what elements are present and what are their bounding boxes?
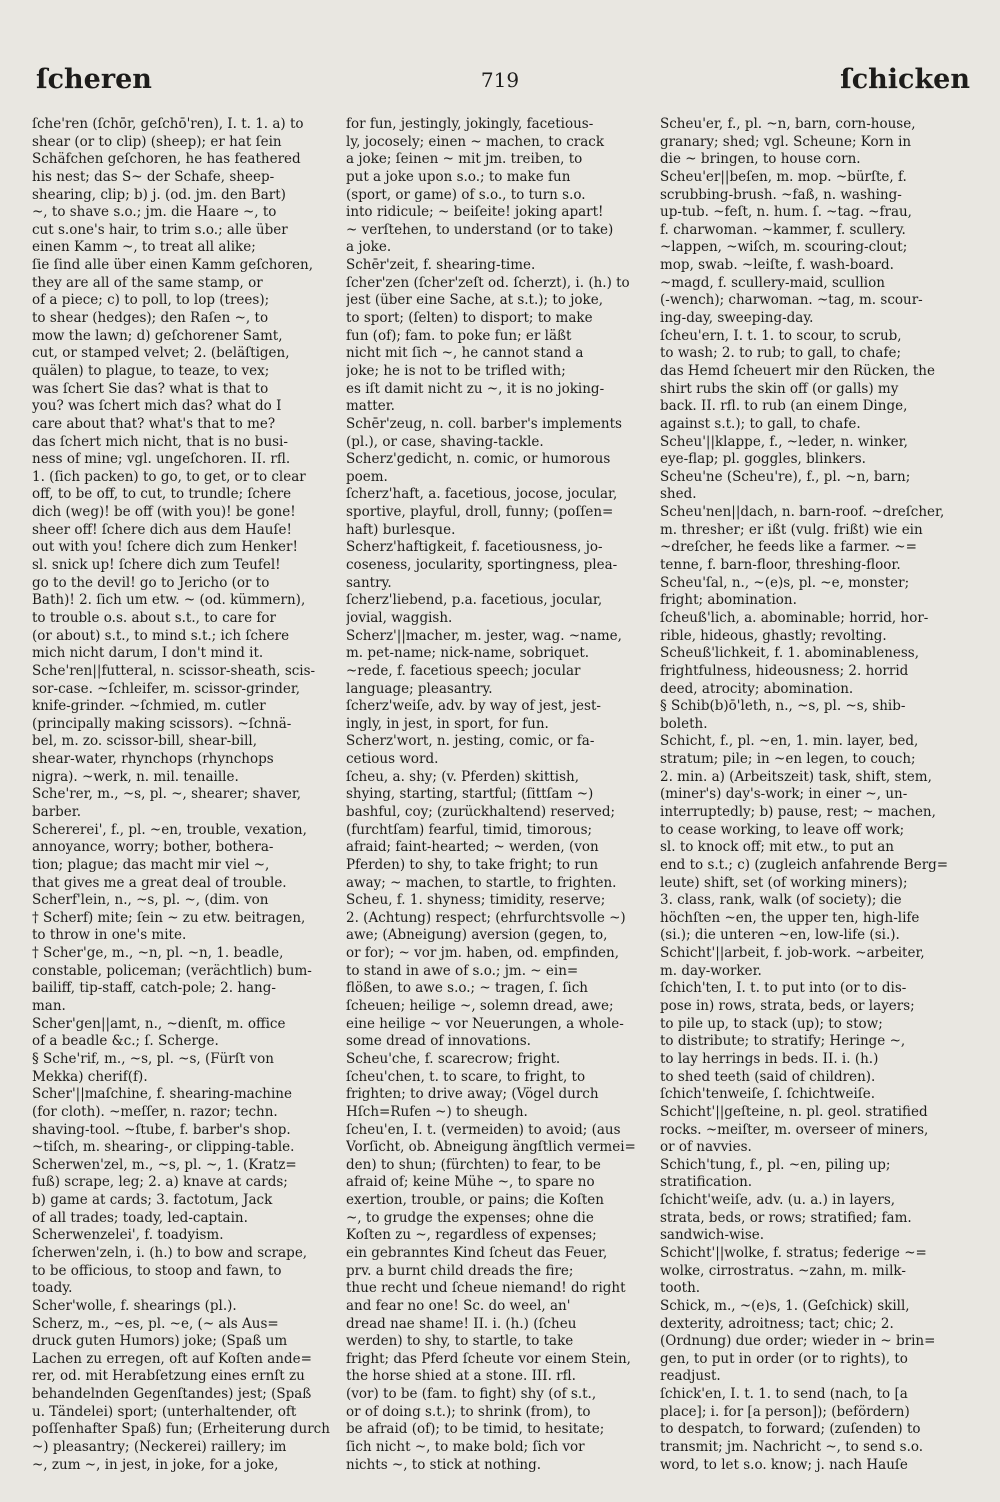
column-1-line: poſſenhafter Spaß) fun; (Erheiterung durch [32,1421,330,1438]
column-1-line: to be officious, to stoop and fawn, to [32,1262,282,1279]
column-3-line: to cease working, to leave off work; [660,821,905,838]
column-3-line: dexterity, adroitness; tact; chic; 2. [660,1315,894,1332]
column-2-line: eine heilige ~ vor Neuerungen, a whole- [346,1015,624,1032]
column-1-line: sor-case. ~ſchleifer, m. scissor-grinder, [32,680,301,697]
column-3-line: up-tub. ~feſt, n. hum. ſ. ~tag. ~frau, [660,204,912,221]
column-3-line: Schick, m., ~(e)s, 1. (Geſchick) skill, [660,1297,910,1314]
column-2-line: (pl.), or case, shaving-tackle. [346,433,544,450]
column-3-line: ſcheuß'lich, a. abominable; horrid, hor- [660,609,929,626]
column-2-line: thue recht und ſcheue niemand! do right [346,1280,626,1297]
column-3-line: tooth. [660,1280,701,1297]
column-1-line: man. [32,998,66,1015]
column-2-line: 2. (Achtung) respect; (ehrfurchtsvolle ~) [346,909,626,926]
column-3-line: die ~ bringen, to house corn. [660,151,861,168]
column-1-line: rer, od. mit Herabſetzung eines ernſt zu [32,1368,305,1385]
column-1-line: 1. (ſich packen) to go, to get, or to clear [32,468,306,485]
column-1-line: mow the lawn; d) geſchorener Samt, [32,327,283,344]
column-1-line: ſcherwen'zeln, i. (h.) to bow and scrape, [32,1245,308,1261]
column-1-line: shaving-tool. ~ſtube, f. barber's shop. [32,1121,291,1138]
column-3-line: against s.t.); to gall, to chafe. [660,415,861,432]
column-1-line: Scherwen'zel, m., ~s, pl. ~, 1. (Kratz= [32,1156,297,1173]
column-3-line: pose in) rows, strata, beds, or layers; [660,998,915,1015]
column-2-line: away; ~ machen, to startle, to frighten. [346,874,617,891]
column-1-line: toady. [32,1280,73,1297]
column-3-line: Scheu'nen||dach, n. barn-roof. ~dreſcher, [660,504,945,521]
column-1-line: barber. [32,803,82,820]
column-3-line: Schicht'||wolke, f. stratus; federige ~= [660,1245,927,1261]
column-3-line: ~magd, f. scullery-maid, scullion [660,274,885,291]
column-1-line: ~) pleasantry; (Neckerei) raillery; im [32,1439,287,1456]
column-3-line: stratification. [660,1174,753,1191]
column-2-line: den) to shun; (fürchten) to fear, to be [346,1156,601,1173]
column-2-line: fun (of); fam. to poke fun; er läßt [346,327,572,344]
column-3-line: end to s.t.; c) (zugleich anfahrende Berg= [660,856,949,873]
column-1-line: that gives me a great deal of trouble. [32,874,287,891]
column-3-line: tenne, f. barn-floor, threshing-floor. [660,557,901,574]
column-3-line: to wash; 2. to rub; to gall, to chafe; [660,345,901,362]
column-2-line: Pferden) to shy, to take fright; to run [346,856,599,873]
column-2-line: ſcherz'weiſe, adv. by way of jest, jest- [346,698,601,715]
column-2-line: ſcheu, a. shy; (v. Pferden) skittish, [346,768,580,785]
column-1-line: (or about) s.t., to mind s.t.; ich ſchere [32,627,290,644]
column-2-line: the horse shied at a stone. III. rfl. [346,1368,576,1385]
column-3-line: f. charwoman. ~kammer, f. scullery. [660,221,906,238]
column-2-line: Scherz'wort, n. jesting, comic, or fa- [346,733,595,750]
column-2-line: some dread of innovations. [346,1033,531,1050]
column-2 [346,116,656,1496]
column-1-line: mich nicht darum, I don't mind it. [32,645,264,662]
column-1-line: annoyance, worry; bother, bothera- [32,839,274,856]
column-2-line: be afraid (of); to be timid, to hesitate; [346,1421,605,1438]
column-3-line: höchſten ~en, the upper ten, high-life [660,909,920,926]
column-1-line: to shear (hedges); den Raſen ~, to [32,310,269,327]
column-2-line: sportive, playful, droll, funny; (poſſen= [346,504,614,521]
column-2-line: ein gebranntes Kind ſcheut das Feuer, [346,1245,608,1261]
column-3-line: gen, to put in order (or to rights), to [660,1350,908,1367]
column-3-line: ſchich'tenweiſe, ſ. ſchichtweiſe. [660,1086,876,1103]
column-2-line: to sport; (ſelten) to disport; to make [346,310,593,327]
column-3-line: deed, atrocity; abomination. [660,680,854,697]
column-2-line: jest (über eine Sache, at s.t.); to joke, [346,292,603,309]
column-3-line: 3. class, rank, walk (of society); die [660,892,902,909]
column-2-line: santry. [346,574,392,591]
column-1-line: constable, policeman; (verächtlich) bum- [32,962,312,979]
column-3-line: Schich'tung, f., pl. ~en, piling up; [660,1156,891,1173]
column-3-line: stratum; pile; in ~en legen, to couch; [660,751,916,768]
column-1-line: tion; plague; das macht mir viel ~, [32,856,270,873]
column-1-line: was ſchert Sie das? what is that to [32,380,269,397]
header-right-guideword: ſchicken [840,64,970,95]
column-3 [660,116,970,1496]
column-1-line: Scherf'lein, n., ~s, pl. ~, (dim. von [32,892,269,909]
column-3-line: (-wench); charwoman. ~tag, m. scour- [660,292,923,309]
column-3-line: sandwich-wise. [660,1227,765,1244]
column-2-line: Scheu'che, f. scarecrow; fright. [346,1050,561,1067]
column-2-line: (vor) to be (fam. to fight) shy (of s.t., [346,1386,597,1403]
column-1-line: of a beadle &c.; ſ. Scherge. [32,1033,219,1050]
column-1-line: Schererei', f., pl. ~en, trouble, vexation, [32,821,307,838]
column-3-line: Scheu'er, f., pl. ~n, barn, corn-house, [660,116,916,132]
column-2-line: and fear no one! Sc. do weel, an' [346,1297,571,1314]
column-3-line: 2. min. a) (Arbeitszeit) task, shift, stem, [660,768,932,785]
column-2-line: ſcherz'haft, a. facetious, jocose, jocular, [346,486,618,503]
column-2-line: Scherz'||macher, m. jester, wag. ~name, [346,627,622,644]
column-2-line: afraid of; keine Mühe ~, to spare no [346,1174,595,1191]
column-1-line: ~, zum ~, in jest, in joke, for a joke, [32,1456,279,1473]
column-3-line: place]; i. for [a person]); (befördern) [660,1403,910,1420]
column-2-line: fright; das Pferd ſcheute vor einem Stein, [346,1350,631,1367]
column-2-line: Scherz'gedicht, n. comic, or humorous [346,451,611,468]
column-3-line: interruptedly; b) pause, rest; ~ machen, [660,803,936,820]
column-2-line: Schēr'zeug, n. coll. barber's implements [346,415,622,432]
column-1-line: of a piece; c) to poll, to lop (trees); [32,292,270,309]
column-3-line: (miner's) day's-work; in einer ~, un- [660,786,908,803]
column-2-line: poem. [346,468,388,485]
column-2-line: bashful, coy; (zurückhaltend) reserved; [346,803,616,820]
column-1-line: Schäfchen geſchoren, he has feathered [32,151,301,168]
column-3-line: ſcheu'ern, I. t. 1. to scour, to scrub, [660,327,902,344]
column-1-line: sheer off! ſchere dich aus dem Hauſe! [32,521,292,538]
column-3-line: to lay herrings in beds. II. i. (h.) [660,1050,879,1067]
column-1-line: bel, m. zo. scissor-bill, shear-bill, [32,733,258,750]
column-1-line: b) game at cards; 3. factotum, Jack [32,1192,273,1209]
column-3-line: granary; shed; vgl. Scheune; Korn in [660,133,912,150]
column-3-line: (Ordnung) due order; wieder in ~ brin= [660,1333,936,1350]
column-2-line: matter. [346,398,395,415]
column-2-line: ſcheu'chen, t. to scare, to fright, to [346,1068,586,1085]
column-2-line: a joke; ſeinen ~ mit jm. treiben, to [346,151,583,168]
column-2-line: awe; (Abneigung) aversion (gegen, to, [346,927,608,944]
column-2-line: Hſch=Rufen ~) to sheugh. [346,1103,528,1120]
column-1-line: shearing, clip; b) j. (od. jm. den Bart) [32,186,286,203]
column-2-line: put a joke upon s.o.; to make fun [346,168,571,185]
column-1-line: fuß) scrape, leg; 2. a) knave at cards; [32,1174,288,1191]
column-2-line: frighten; to drive away; (Vögel durch [346,1086,599,1103]
column-3-line: scrubbing-brush. ~faß, n. washing- [660,186,902,203]
column-2-line: joke; he is not to be trifled with; [346,362,566,379]
column-2-line: jovial, waggish. [346,609,453,626]
column-2-line: to stand in awe of s.o.; jm. ~ ein= [346,962,579,979]
column-1-line: out with you! ſchere dich zum Henker! [32,539,298,556]
column-3-line: to pile up, to stack (up); to stow; [660,1015,883,1032]
column-1-line: behandelnden Gegenſtandes) jest; (Spaß [32,1386,312,1403]
column-1-line: Lachen zu erregen, oft auf Koſten ande= [32,1350,312,1367]
column-3-line: to distribute; to stratify; Heringe ~, [660,1033,906,1050]
column-2-line: ſcherz'liebend, p.a. facetious, jocular, [346,592,603,609]
column-3-line: Schicht'||arbeit, f. job-work. ~arbeiter, [660,945,925,962]
column-1-line: go to the devil! go to Jericho (or to [32,574,270,591]
column-2-line: Schēr'zeit, f. shearing-time. [346,257,536,274]
column-2-line: Koſten zu ~, regardless of expenses; [346,1227,597,1244]
column-2-line: ingly, in jest, in sport, for fun. [346,715,549,732]
column-1-line: nigra). ~werk, n. mil. tenaille. [32,768,239,785]
column-1-line: † Scherf) mite; ſein ~ zu etw. beitragen, [32,909,306,926]
column-3-line: leute) shift, set (of working miners); [660,874,908,891]
column-1-line: care about that? what's that to me? [32,415,276,432]
column-2-line: Vorſicht, ob. Abneigung ängſtlich vermei= [346,1139,636,1156]
column-1-line: bailiff, tip-staff, catch-pole; 2. hang- [32,980,276,997]
column-2-line: a joke. [346,239,392,256]
column-1-line: Mekka) cherif(f). [32,1068,148,1085]
column-2-line: or of doing s.t.); to shrink (from), to [346,1403,591,1420]
column-3-line: Schicht'||geſteine, n. pl. geol. stratified [660,1103,928,1120]
column-1-line: shear (or to clip) (sheep); er hat ſein [32,133,282,150]
column-3-line: ſchicht'weiſe, adv. (u. a.) in layers, [660,1192,896,1209]
column-1-line: druck guten Humors) joke; (Spaß um [32,1333,288,1350]
column-3-line: § Schib(b)ō'leth, n., ~s, pl. ~s, shib- [660,698,906,715]
column-2-line: nicht mit ſich ~, he cannot stand a [346,345,584,362]
column-1-line: u. Tändelei) sport; (unterhaltender, oft [32,1403,297,1420]
column-1-line: his nest; das S~ der Schafe, sheep- [32,168,275,185]
column-1-line: of all trades; toady, led-captain. [32,1209,248,1226]
column-1-line: they are all of the same stamp, or [32,274,263,291]
column-3-line: ~dreſcher, he feeds like a farmer. ~= [660,539,917,556]
column-1-line: Bath)! 2. ſich um etw. ~ (od. kümmern), [32,592,306,609]
column-2-line: ~ verſtehen, to understand (or to take) [346,221,614,238]
column-2-line: coseness, jocularity, sportingness, plea- [346,557,618,574]
column-2-line: prv. a burnt child dreads the fire; [346,1262,574,1279]
column-3-line: ing-day, sweeping-day. [660,310,814,327]
column-3-line: mop, swab. ~leiſte, f. wash-board. [660,257,894,274]
column-3-line: transmit; jm. Nachricht ~, to send s.o. [660,1439,924,1456]
column-3-line: back. II. rfl. to rub (an einem Dinge, [660,398,908,415]
column-3-line: fright; abomination. [660,592,797,609]
column-1-line: Scherz, m., ~es, pl. ~e, (~ als Aus= [32,1315,279,1332]
column-2-line: m. pet-name; nick-name, sobriquet. [346,645,590,662]
column-1-line: you? was ſchert mich das? what do I [32,398,282,415]
header-left-guideword: ſcheren [36,64,152,95]
column-2-line: werden) to shy, to startle, to take [346,1333,574,1350]
column-3-line: boleth. [660,715,708,732]
column-3-line: m. thresher; er ißt (vulg. frißt) wie ein [660,521,923,538]
column-2-line: es iſt damit nicht zu ~, it is no joking- [346,380,605,397]
column-2-line: ſcheuen; heilige ~, solemn dread, awe; [346,998,614,1015]
column-1-line: § Sche'rif, m., ~s, pl. ~s, (Fürſt von [32,1050,274,1067]
column-1-line: Sche'ren||futteral, n. scissor-sheath, scis- [32,662,316,679]
column-3-line: ſchich'ten, I. t. to put into (or to dis- [660,980,907,997]
column-2-line: nichts ~, to stick at nothing. [346,1456,542,1473]
column-3-line: to despatch, to forward; (zuſenden) to [660,1421,921,1438]
column-1-line: Scherwenzelei', f. toadyism. [32,1227,224,1244]
column-1 [32,116,342,1496]
column-1-line: sl. snick up! ſchere dich zum Teufel! [32,557,281,574]
column-3-line: Scheu'||klappe, f., ~leder, n. winker, [660,433,908,450]
column-3-line: Scheuß'lichkeit, f. 1. abominableness, [660,645,920,662]
column-1-line: quälen) to plague, to teaze, to vex; [32,362,270,379]
column-1-line: Scher'wolle, f. shearings (pl.). [32,1297,237,1314]
column-1-line: to throw in one's mite. [32,927,187,944]
column-1-line: shear-water, rhynchops (rhynchops [32,751,274,768]
column-2-line: language; pleasantry. [346,680,493,697]
column-1-line: † Scher'ge, m., ~n, pl. ~n, 1. beadle, [32,945,284,962]
column-2-line: or for); ~ vor jm. haben, od. empfinden, [346,945,619,962]
column-3-line: sl. to knock off; mit etw., to put an [660,839,894,856]
column-1-line: Sche'rer, m., ~s, pl. ~, shearer; shaver, [32,786,302,803]
column-1-line: dich (weg)! be off (with you)! be gone! [32,504,296,521]
column-3-line: shirt rubs the skin off (or galls) my [660,380,899,397]
column-3-line: frightfulness, hideousness; 2. horrid [660,662,909,679]
column-2-line: flößen, to awe s.o.; ~ tragen, ſ. ſich [346,980,588,997]
column-2-line: ~rede, f. facetious speech; jocular [346,662,581,679]
column-2-line: haft) burlesque. [346,521,456,538]
column-3-line: strata, beds, or rows; stratified; fam. [660,1209,912,1226]
column-2-line: into ridicule; ~ beiſeite! joking apart! [346,204,604,221]
column-2-line: for fun, jestingly, jokingly, facetious- [346,116,594,132]
column-1-line: knife-grinder. ~ſchmied, m. cutler [32,698,266,715]
column-3-line: das Hemd ſcheuert mir den Rücken, the [660,362,935,379]
column-2-line: dread nae shame! II. i. (h.) (ſcheu [346,1315,577,1332]
page-number: 719 [480,68,520,92]
column-3-line: m. day-worker. [660,962,762,979]
column-1-line: Scher'||maſchine, f. shearing-machine [32,1086,292,1103]
column-1-line: (principally making scissors). ~ſchnä- [32,715,292,732]
column-1-line: ſie ſind alle über einen Kamm geſchoren, [32,257,314,274]
column-2-line: Scheu, f. 1. shyness; timidity, reserve; [346,892,606,909]
column-1-line: Scher'gen||amt, n., ~dienſt, m. office [32,1015,286,1032]
column-3-line: Scheu'ne (Scheu're), f., pl. ~n, barn; [660,468,911,485]
column-1-line: ~tiſch, m. shearing-, or clipping-table. [32,1139,295,1156]
column-3-line: Scheu'er||beſen, m. mop. ~bürſte, f. [660,168,907,185]
column-3-line: (si.); die unteren ~en, low-life (si.). [660,927,900,944]
column-1-line: ſche'ren (ſchōr, geſchō'ren), I. t. 1. a) to [32,116,304,132]
column-2-line: cetious word. [346,751,439,768]
column-2-line: afraid; faint-hearted; ~ werden, (von [346,839,599,856]
column-1-line: ness of mine; vgl. ungeſchoren. II. rfl. [32,451,291,468]
column-3-line: Scheu'ſal, n., ~(e)s, pl. ~e, monster; [660,574,910,591]
column-3-line: word, to let s.o. know; j. nach Hauſe [660,1456,908,1473]
column-3-line: ſchick'en, I. t. 1. to send (nach, to [a [660,1386,908,1403]
column-1-line: to trouble o.s. about s.t., to care for [32,609,276,626]
column-2-line: (furchtſam) fearful, timid, timorous; [346,821,593,838]
column-3-line: rocks. ~meiſter, m. overseer of miners, [660,1121,929,1138]
column-3-line: eye-flap; pl. goggles, blinkers. [660,451,866,468]
column-2-line: ~, to grudge the expenses; ohne die [346,1209,594,1226]
page-header [0,64,1000,104]
column-2-line: ſich nicht ~, to make bold; ſich vor [346,1439,585,1456]
column-3-line: rible, hideous, ghastly; revolting. [660,627,887,644]
column-1-line: (for cloth). ~meſſer, n. razor; techn. [32,1103,278,1120]
column-3-line: shed. [660,486,697,503]
column-2-line: ſcher'zen (ſcher'zeſt od. ſcherzt), i. (h.) to [346,274,630,291]
column-2-line: exertion, trouble, or pains; die Koſten [346,1192,604,1209]
column-3-line: or of navvies. [660,1139,752,1156]
column-2-line: ly, jocosely; einen ~ machen, to crack [346,133,605,150]
column-2-line: ſcheu'en, I. t. (vermeiden) to avoid; (aus [346,1121,621,1138]
column-3-line: Schicht, f., pl. ~en, 1. min. layer, bed, [660,733,919,750]
column-3-line: to shed teeth (said of children). [660,1068,876,1085]
column-3-line: readjust. [660,1368,721,1385]
column-1-line: ~, to shave s.o.; jm. die Haare ~, to [32,204,277,221]
column-1-line: das ſchert mich nicht, that is no busi- [32,433,288,450]
column-3-line: wolke, cirrostratus. ~zahn, m. milk- [660,1262,906,1279]
column-1-line: off, to be off, to cut, to trundle; ſchere [32,486,292,503]
column-2-line: Scherz'haftigkeit, f. facetiousness, jo- [346,539,603,556]
column-2-line: (sport, or game) of s.o., to turn s.o. [346,186,586,203]
column-1-line: cut s.one's hair, to trim s.o.; alle über [32,221,288,238]
column-3-line: ~lappen, ~wiſch, m. scouring-clout; [660,239,908,256]
column-1-line: einen Kamm ~, to treat all alike; [32,239,256,256]
column-1-line: cut, or stamped velvet; 2. (beläſtigen, [32,345,290,362]
column-2-line: shying, starting, startful; (ſittſam ~) [346,786,594,803]
